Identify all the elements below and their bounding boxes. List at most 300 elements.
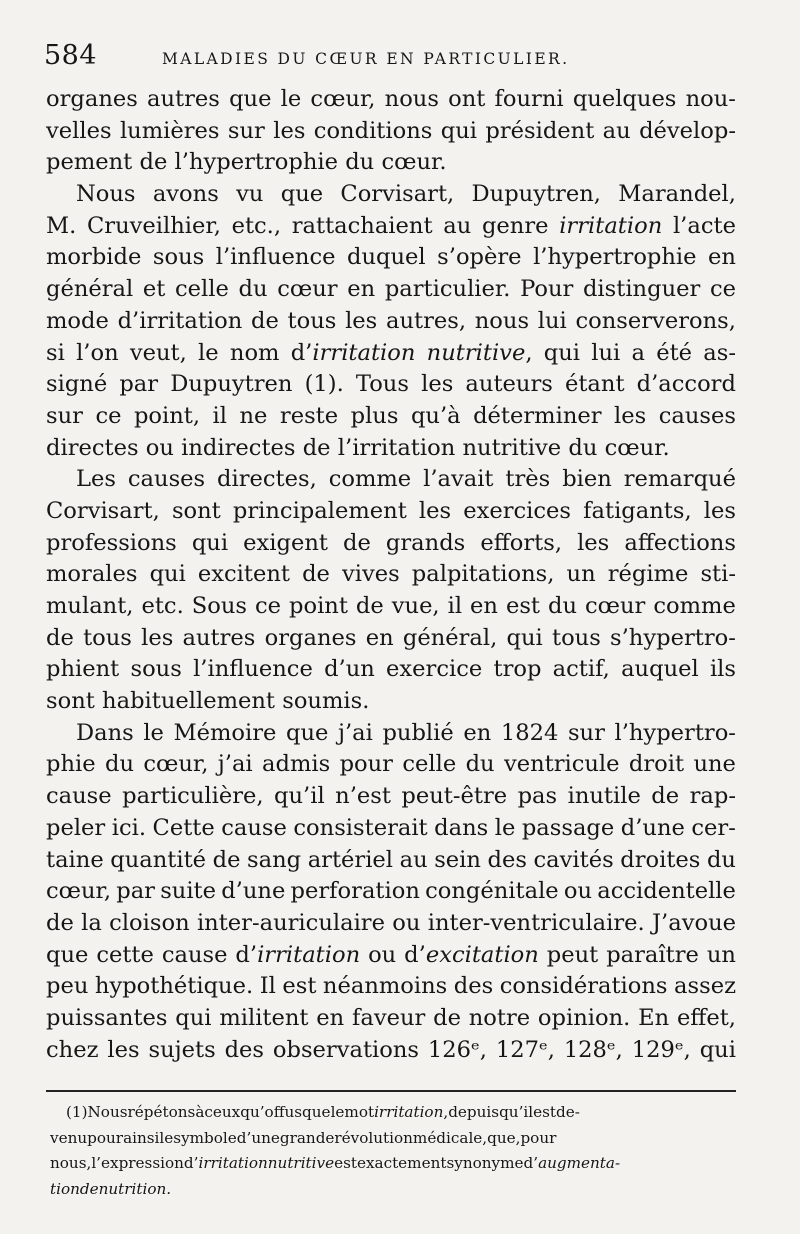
lines-word: nou-	[685, 86, 736, 112]
lines-word: causes	[658, 402, 736, 429]
lines-word: des	[224, 1036, 264, 1063]
footnote-line	[50, 1126, 736, 1152]
lines-word: congénitale	[425, 878, 559, 905]
footnote-word: pour	[520, 1128, 557, 1147]
footnote-word: mot	[344, 1103, 375, 1121]
lines-word: pas	[517, 783, 558, 810]
lines-word: principalement	[232, 497, 407, 524]
lines-word: faveur	[352, 1004, 426, 1031]
lines-word: publié	[382, 719, 454, 746]
lines-word: peler	[46, 814, 106, 841]
lines-word: en	[708, 244, 736, 271]
lines-line	[46, 781, 736, 813]
lines-word: distinguer	[582, 276, 701, 303]
lines-word: l’on	[76, 339, 119, 366]
lines-word: a	[631, 339, 645, 366]
lines-word: vue,	[391, 593, 440, 619]
lines-word: ou	[368, 941, 397, 968]
lines-line	[46, 654, 736, 686]
lines-word: 1824	[500, 719, 559, 746]
footnote-word: à	[195, 1103, 205, 1121]
lines-word: par	[119, 371, 159, 398]
lines-word: point	[289, 593, 348, 619]
lines-word: qui	[175, 1004, 212, 1031]
lines-word: nom	[229, 339, 280, 366]
lines-word: (1).	[304, 371, 344, 398]
lines-word: s’opère	[437, 244, 522, 271]
lines-word: néanmoins	[322, 973, 448, 1000]
footnote-word: Nous	[87, 1103, 128, 1121]
footnote-word: répétons	[127, 1103, 196, 1121]
lines-word: accidentelle	[597, 878, 736, 905]
lines-word: morbide	[46, 244, 142, 271]
lines-word: que	[280, 181, 324, 208]
lines-word: auquel	[621, 656, 699, 683]
lines-word: ne	[239, 402, 268, 429]
lines-word: de	[46, 909, 74, 936]
lines-word: ont	[448, 86, 486, 112]
lines-word: d’un	[324, 656, 375, 683]
lines-word: ce	[95, 402, 122, 429]
footnote-word: grande	[279, 1128, 335, 1147]
lines-word: auteurs	[465, 371, 553, 398]
lines-word: bien	[562, 466, 612, 493]
footnote-word: ainsi	[123, 1128, 160, 1147]
lines-line	[46, 179, 736, 211]
lines-line	[46, 211, 736, 243]
lines-word: que	[229, 86, 272, 112]
lines-word: signé	[46, 371, 108, 398]
lines-line	[46, 242, 736, 274]
lines-word: mulant,	[46, 593, 134, 619]
lines-word: professions	[46, 529, 177, 556]
lines-word: les	[577, 529, 610, 556]
lines-word: de	[355, 593, 384, 619]
lines-word: suite	[160, 878, 217, 905]
lines-word: qui	[440, 117, 477, 144]
lines-word: très	[505, 466, 551, 493]
lines-word: l’avait	[423, 466, 494, 493]
lines-word: affections	[624, 529, 736, 556]
lines-word: cœur.	[381, 149, 447, 176]
footnote-rule	[46, 1090, 736, 1092]
lines-word: notre	[468, 1004, 531, 1031]
lines-word: efforts,	[480, 529, 563, 556]
lines-word: cette	[96, 941, 154, 968]
lines-word: rap-	[689, 783, 736, 810]
lines-word: du	[568, 434, 598, 461]
lines-word: les	[107, 1036, 140, 1063]
lines-word: 128ᵉ,	[563, 1036, 623, 1063]
lines-word: en	[365, 624, 394, 651]
lines-word: militent	[219, 1004, 309, 1031]
lines-word: l’influence	[193, 656, 313, 683]
lines-word: mode	[46, 307, 109, 334]
lines-word: Cruveilhier,	[87, 212, 221, 239]
lines-word: Il	[259, 973, 276, 1000]
lines-word: par	[116, 878, 155, 905]
lines-word: au	[443, 212, 472, 239]
lines-line	[46, 496, 736, 528]
lines-word: du	[104, 751, 134, 778]
lines-word: qui	[506, 624, 543, 651]
lines-word: hypothétique.	[94, 973, 254, 1000]
footnote-word: d’une	[236, 1128, 280, 1147]
lines-word: ou	[392, 909, 421, 936]
lines-word: soumis.	[282, 688, 370, 715]
lines-word: l’hypertro-	[614, 719, 736, 746]
footnote-word: le	[330, 1103, 345, 1121]
lines-word: peu	[46, 973, 89, 1000]
lines-word: de	[343, 529, 371, 556]
lines-line	[46, 940, 736, 972]
lines-word: duquel	[347, 244, 426, 271]
lines-word: Les	[76, 466, 116, 493]
lines-word: inter-ventriculaire.	[427, 909, 645, 936]
lines-word: d’irritation	[117, 307, 243, 334]
lines-word: qu’il	[274, 783, 325, 810]
footnote-word: synonyme	[446, 1154, 524, 1172]
lines-word: est	[282, 973, 317, 1000]
lines-word: du	[706, 846, 736, 873]
footnote-word: est	[334, 1154, 357, 1172]
lines-word: morales	[46, 561, 138, 588]
lines-word: inter-auriculaire	[196, 909, 385, 936]
lines-word: l’irritation	[337, 434, 456, 461]
lines-word: irritation	[559, 212, 663, 239]
lines-word: 126ᵉ,	[427, 1036, 487, 1063]
lines-word: d’irritation	[290, 339, 416, 366]
lines-word: ou	[145, 434, 174, 461]
lines-word: ou	[563, 878, 593, 905]
lines-line	[46, 116, 736, 148]
lines-word: directes,	[217, 466, 317, 493]
lines-word: perforation	[290, 878, 420, 905]
lines-line	[46, 623, 736, 655]
lines-word: sein	[434, 846, 481, 873]
lines-word: été	[656, 339, 693, 366]
page-header	[44, 40, 764, 76]
lines-word: sang	[247, 846, 302, 873]
lines-word: Cette	[152, 814, 215, 841]
lines-word: cloison	[109, 909, 190, 936]
lines-word: du	[465, 751, 495, 778]
lines-word: cœur.	[604, 434, 670, 461]
lines-word: lui	[591, 339, 621, 366]
lines-word: des	[453, 973, 494, 1000]
lines-word: du	[345, 149, 375, 176]
lines-word: lui	[537, 307, 567, 334]
lines-word: sous	[152, 244, 205, 271]
lines-line	[46, 528, 736, 560]
lines-line	[46, 686, 736, 718]
lines-word: chez	[46, 1036, 99, 1063]
body-text	[46, 84, 736, 1066]
lines-word: etc.,	[231, 212, 282, 239]
lines-word: président	[485, 117, 595, 144]
lines-word: directes	[46, 434, 139, 461]
lines-word: paraître	[606, 941, 699, 968]
footnote-word: que,	[487, 1128, 521, 1147]
lines-word: particulier.	[384, 276, 511, 303]
footnote-word: nous,	[50, 1154, 92, 1172]
lines-word: d’irritation	[235, 941, 361, 968]
lines-word: au	[602, 117, 631, 144]
lines-word: nous	[474, 307, 530, 334]
lines-word: Dupuytren,	[471, 181, 601, 208]
lines-word: cœur,	[310, 86, 376, 112]
lines-word: en	[316, 1004, 345, 1031]
lines-word: général,	[402, 624, 498, 651]
lines-word: de	[212, 846, 241, 873]
lines-line	[46, 591, 736, 623]
lines-word: nutritive,	[426, 339, 533, 366]
lines-word: l’hypertrophie	[174, 149, 338, 176]
footnote-word: le	[159, 1128, 174, 1147]
lines-word: consisterait	[293, 814, 428, 841]
lines-word: causes	[127, 466, 206, 493]
lines-word: de	[651, 783, 680, 810]
lines-word: ce	[254, 593, 282, 619]
footnote-word: nutrition.	[98, 1179, 172, 1198]
lines-word: autres,	[385, 307, 467, 334]
lines-word: exigent	[243, 529, 328, 556]
lines-word: sont	[46, 688, 95, 715]
footnote-word: d’irritation	[183, 1154, 268, 1172]
lines-word: que	[46, 941, 89, 968]
lines-line	[46, 845, 736, 877]
footnote-word: révolution	[334, 1128, 413, 1147]
lines-word: phient	[46, 656, 120, 683]
lines-word: les	[418, 497, 452, 524]
lines-word: l’influence	[215, 244, 336, 271]
lines-word: d’une	[620, 814, 685, 841]
lines-word: les	[141, 624, 174, 651]
lines-word: rattachaient	[291, 212, 433, 239]
footnote-word: l’expression	[91, 1154, 184, 1172]
lines-word: exercice	[386, 656, 483, 683]
lines-word: sont	[171, 497, 221, 524]
lines-word: du	[548, 593, 578, 619]
lines-word: qui	[191, 529, 229, 556]
lines-word: s’hypertro-	[610, 624, 736, 651]
lines-line	[46, 749, 736, 781]
lines-word: comme	[328, 466, 412, 493]
footnote-word: tion	[50, 1179, 80, 1198]
lines-word: vives	[341, 561, 400, 588]
lines-word: sous	[130, 656, 182, 683]
lines-word: 129ᵉ,	[631, 1036, 691, 1063]
lines-word: nous	[384, 86, 439, 112]
lines-word: remarqué	[623, 466, 736, 493]
lines-word: j’ai	[337, 719, 373, 746]
footnote-word: ceux	[204, 1103, 241, 1121]
lines-word: comme	[653, 593, 736, 619]
lines-word: vu	[236, 181, 264, 208]
lines-line	[46, 876, 736, 908]
lines-word: Pour	[520, 276, 574, 303]
lines-word: Dupuytren	[170, 371, 293, 398]
lines-line	[46, 813, 736, 845]
lines-word: nutritive	[462, 434, 562, 461]
lines-word: conserverons,	[575, 307, 736, 334]
lines-word: déterminer	[473, 402, 602, 429]
lines-line	[46, 433, 736, 465]
footnote-word: d’augmenta-	[523, 1154, 621, 1172]
footnote-line	[50, 1151, 736, 1177]
lines-word: fatigants,	[583, 497, 692, 524]
lines-word: le	[198, 339, 219, 366]
lines-word: cer-	[691, 814, 736, 841]
lines-word: en	[470, 593, 498, 619]
lines-word: Nous	[76, 181, 136, 208]
lines-word: observations	[272, 1036, 420, 1063]
lines-word: passage	[521, 814, 615, 841]
lines-word: droites	[620, 846, 701, 873]
lines-word: exercices	[463, 497, 572, 524]
lines-word: les	[273, 117, 306, 144]
lines-word: si	[46, 339, 65, 366]
lines-word: les	[614, 402, 647, 429]
lines-word: l’hypertrophie	[533, 244, 697, 271]
lines-word: j’ai	[217, 751, 253, 778]
footnote-word: venu	[50, 1128, 88, 1147]
lines-word: organes	[46, 86, 138, 112]
lines-word: que	[286, 719, 329, 746]
footnote-word: qu’offusque	[240, 1103, 331, 1121]
lines-word: celle	[402, 751, 457, 778]
lines-word: veut,	[129, 339, 187, 366]
footnote-word: de	[79, 1179, 99, 1198]
lines-word: qui	[149, 561, 186, 588]
lines-word: ce	[709, 276, 736, 303]
lines-word: excitent	[197, 561, 290, 588]
lines-line	[46, 147, 736, 179]
lines-word: Sous	[191, 593, 247, 619]
lines-word: cœur,	[143, 751, 209, 778]
footnote-word: (1)	[66, 1103, 88, 1121]
footnote-word: de-	[556, 1103, 580, 1121]
lines-word: autres	[182, 624, 256, 651]
lines-word: cause	[46, 783, 112, 810]
lines-word: du	[238, 276, 268, 303]
lines-word: des	[487, 846, 527, 873]
lines-word: le	[143, 719, 164, 746]
lines-word: dans	[434, 814, 489, 841]
lines-word: effet,	[676, 1004, 736, 1031]
lines-word: d’accord	[636, 371, 736, 398]
lines-word: tous	[83, 624, 132, 651]
lines-word: En	[638, 1004, 670, 1031]
footnote-word: est	[533, 1103, 556, 1121]
lines-word: trop	[493, 656, 542, 683]
lines-line	[46, 1035, 736, 1067]
lines-word: genre	[481, 212, 549, 239]
lines-word: cœur,	[46, 878, 112, 905]
lines-word: pement	[46, 149, 133, 176]
lines-word: plus	[350, 402, 399, 429]
lines-word: sur	[46, 402, 83, 429]
lines-word: J’avoue	[652, 909, 736, 936]
lines-word: sur	[567, 719, 605, 746]
lines-word: as-	[703, 339, 736, 366]
lines-line	[46, 84, 736, 116]
footnote-word: depuis	[448, 1103, 500, 1121]
lines-word: en	[347, 276, 376, 303]
lines-word: l’acte	[672, 212, 736, 239]
footnote-word: pour	[87, 1128, 124, 1147]
lines-word: un	[566, 561, 596, 588]
lines-word: cœur	[585, 593, 646, 619]
lines-word: Corvisart,	[46, 497, 160, 524]
lines-word: peut	[546, 941, 599, 968]
lines-word: artériel	[307, 846, 394, 873]
lines-word: puissantes	[46, 1004, 168, 1031]
lines-word: organes	[264, 624, 357, 651]
lines-word: n’est	[335, 783, 391, 810]
lines-word: une	[693, 751, 736, 778]
page-number: 584	[44, 40, 98, 71]
lines-word: fourni	[494, 86, 564, 112]
lines-word: assez	[674, 973, 736, 1000]
lines-word: le	[280, 86, 302, 112]
lines-word: conditions	[313, 117, 433, 144]
lines-word: sur	[227, 117, 265, 144]
lines-word: la	[81, 909, 102, 936]
lines-word: indirectes	[181, 434, 296, 461]
lines-word: dévelop-	[639, 117, 736, 144]
lines-line	[46, 464, 736, 496]
lines-word: considérations	[499, 973, 668, 1000]
lines-word: sti-	[700, 561, 736, 588]
lines-word: habituellement	[102, 688, 276, 715]
lines-word: cavités	[533, 846, 614, 873]
lines-word: admis	[262, 751, 331, 778]
lines-word: Tous	[355, 371, 409, 398]
lines-word: d’une	[221, 878, 286, 905]
lines-word: velles	[46, 117, 112, 144]
lines-line	[46, 274, 736, 306]
footnote-line	[50, 1177, 736, 1203]
lines-word: Marandel,	[618, 181, 736, 208]
lines-word: de	[251, 307, 279, 334]
lines-word: de	[433, 1004, 461, 1031]
lines-line	[46, 559, 736, 591]
footnote	[50, 1100, 736, 1202]
lines-word: opinion.	[537, 1004, 631, 1031]
lines-word: d’excitation	[404, 941, 539, 968]
lines-word: quelques	[572, 86, 677, 112]
lines-word: droit	[628, 751, 685, 778]
lines-word: Dans	[76, 719, 134, 746]
lines-word: les	[703, 497, 736, 524]
lines-word: lumières	[119, 117, 220, 144]
lines-word: sujets	[148, 1036, 216, 1063]
lines-line	[46, 971, 736, 1003]
lines-word: de	[139, 149, 168, 176]
lines-word: général	[46, 276, 134, 303]
lines-word: taine	[46, 846, 104, 873]
lines-word: peut-être	[401, 783, 508, 810]
lines-word: il	[447, 593, 463, 619]
lines-word: Mémoire	[173, 719, 277, 746]
lines-word: et	[142, 276, 166, 303]
lines-word: avons	[152, 181, 219, 208]
lines-line	[46, 338, 736, 370]
lines-word: il	[212, 402, 227, 429]
lines-word: au	[399, 846, 428, 873]
lines-word: qu’à	[410, 402, 461, 429]
